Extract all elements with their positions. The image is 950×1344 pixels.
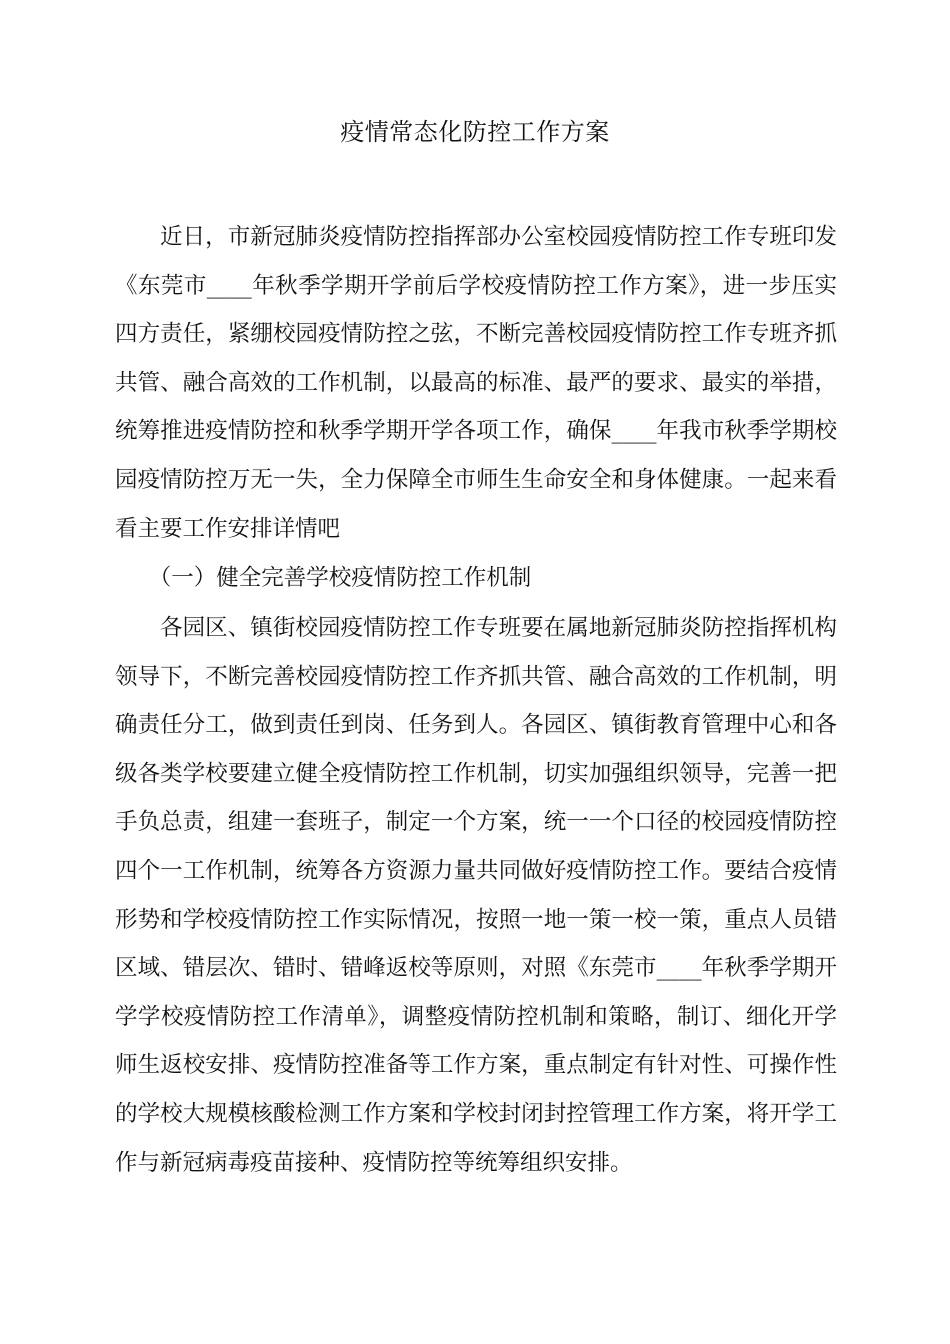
document-title: 疫情常态化防控工作方案 — [340, 118, 610, 146]
section-paragraph: 各园区、镇街校园疫情防控工作专班要在属地新冠肺炎防控指挥机构领导下，不断完善校园疫情防控工作齐抓共管、融合高效的工作机制，明确责任分工，做到责任到岗、任务到人。各园区、镇街教育管理中心和各级各类学校要建立健全疫情防控工作机制，切实加强组织领导，完善一把手负总责，组建一套班子，制定一个方案，统一一个口径的校园疫情防控四个一工作机制，统筹各方资源力量共同做好疫情防控工作。要结合疫情形势和学校疫情防控工作实际情况，按照一地一策一校一策，重点人员错区域、错层次、错时、错峰返校等原则，对照《东莞市____年秋季学期开学学校疫情防控工作清单》，调整疫情防控机制和策略，制订、细化开学师生返校安排、疫情防控准备等工作方案，重点制定有针对性、可操作性的学校大规模核酸检测工作方案和学校封闭封控管理工作方案，将开学工作与新冠病毒疫苗接种、疫情防控等统筹组织安排。 — [115, 615, 837, 1176]
intro-paragraph: 近日，市新冠肺炎疫情防控指挥部办公室校园疫情防控工作专班印发《东莞市____年秋季学期开学前后学校疫情防控工作方案》，进一步压实四方责任，紧绷校园疫情防控之弦，不断完善校园疫情防控工作专班齐抓共管、融合高效的工作机制，以最高的标准、最严的要求、最实的举措，统筹推进疫情防控和秋季学期开学各项工作，确保____年我市秋季学期校园疫情防控万无一失，全力保障全市师生生命安全和身体健康。一起来看看主要工作安排详情吧 — [115, 224, 837, 542]
section-heading: （一）健全完善学校疫情防控工作机制 — [148, 565, 532, 591]
